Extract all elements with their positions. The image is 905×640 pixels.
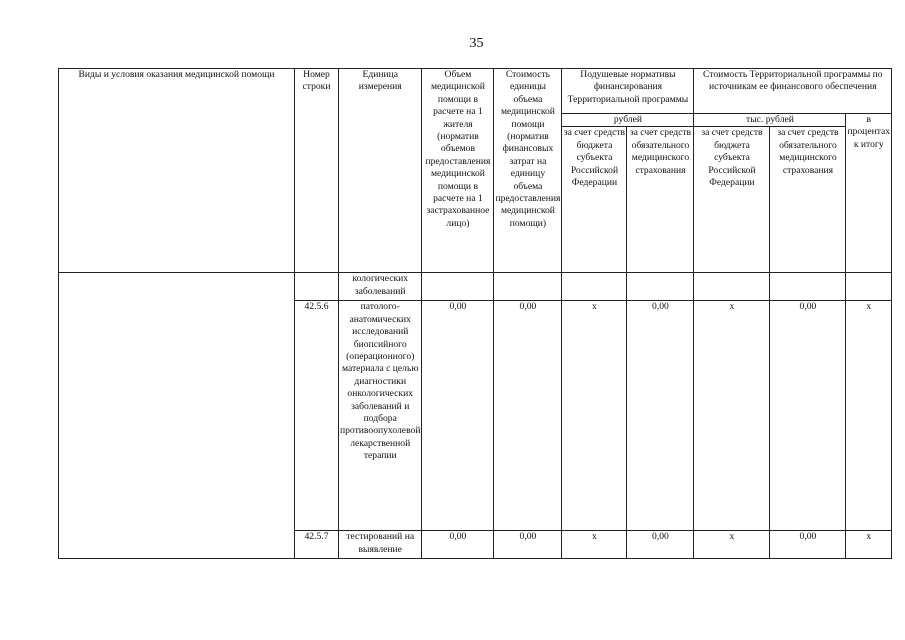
row-per-capita-budget <box>562 273 627 301</box>
merged-types-cell <box>59 273 295 559</box>
row-volume <box>422 273 494 301</box>
row-unit: патолого-анатомических исследований биопсийного (операционного) материала с целью диагностики онкологических заболеваний и подбора противоопухолевой лекарственной терапии <box>339 301 422 531</box>
row-per-capita-oms <box>627 273 694 301</box>
header-unit-cost: Стоимость единицы объема медицинской помощи (норматив финансовых затрат на единицу объема предоставления медицинской помощи) <box>494 69 562 273</box>
header-cost-budget: за счет средств бюджета субъекта Российской Федерации <box>694 127 770 273</box>
row-number: 42.5.7 <box>295 531 339 559</box>
row-percent: х <box>846 531 892 559</box>
row-cost-budget: х <box>694 301 770 531</box>
header-row-number: Номер строки <box>295 69 339 273</box>
row-percent <box>846 273 892 301</box>
row-number <box>295 273 339 301</box>
row-per-capita-budget: х <box>562 531 627 559</box>
page-number: 35 <box>469 36 484 51</box>
header-percent: в процентах к итогу <box>846 114 892 273</box>
header-program-cost-group: Стоимость Территориальной программы по источникам ее финансового обеспечения <box>694 69 892 114</box>
header-cost-oms: за счет средств обязательного медицинского страхования <box>770 127 846 273</box>
row-unit-cost <box>494 273 562 301</box>
row-cost-budget <box>694 273 770 301</box>
header-unit-thousand-rubles: тыс. рублей <box>694 114 846 127</box>
row-percent: х <box>846 301 892 531</box>
header-types-conditions: Виды и условия оказания медицинской помощи <box>59 69 295 273</box>
row-per-capita-oms: 0,00 <box>627 531 694 559</box>
header-per-capita-oms: за счет средств обязательного медицинского страхования <box>627 127 694 273</box>
row-cost-oms <box>770 273 846 301</box>
row-unit: кологических заболеваний <box>339 273 422 301</box>
row-volume: 0,00 <box>422 301 494 531</box>
cost-table <box>58 68 892 559</box>
row-volume: 0,00 <box>422 531 494 559</box>
row-per-capita-oms: 0,00 <box>627 301 694 531</box>
row-per-capita-budget: х <box>562 301 627 531</box>
row-number: 42.5.6 <box>295 301 339 531</box>
header-per-capita-budget: за счет средств бюджета субъекта Российской Федерации <box>562 127 627 273</box>
header-volume: Объем медицинской помощи в расчете на 1 жителя (норматив объемов предоставления медицинской помощи в расчете на 1 застрахованное лицо) <box>422 69 494 273</box>
row-cost-oms: 0,00 <box>770 531 846 559</box>
row-unit-cost: 0,00 <box>494 531 562 559</box>
row-unit: тестирований на выявление <box>339 531 422 559</box>
row-unit-cost: 0,00 <box>494 301 562 531</box>
header-unit: Единица измерения <box>339 69 422 273</box>
header-per-capita-group: Подушевые нормативы финансирования Территориальной программы <box>562 69 694 114</box>
header-unit-rubles: рублей <box>562 114 694 127</box>
row-cost-budget: х <box>694 531 770 559</box>
row-cost-oms: 0,00 <box>770 301 846 531</box>
